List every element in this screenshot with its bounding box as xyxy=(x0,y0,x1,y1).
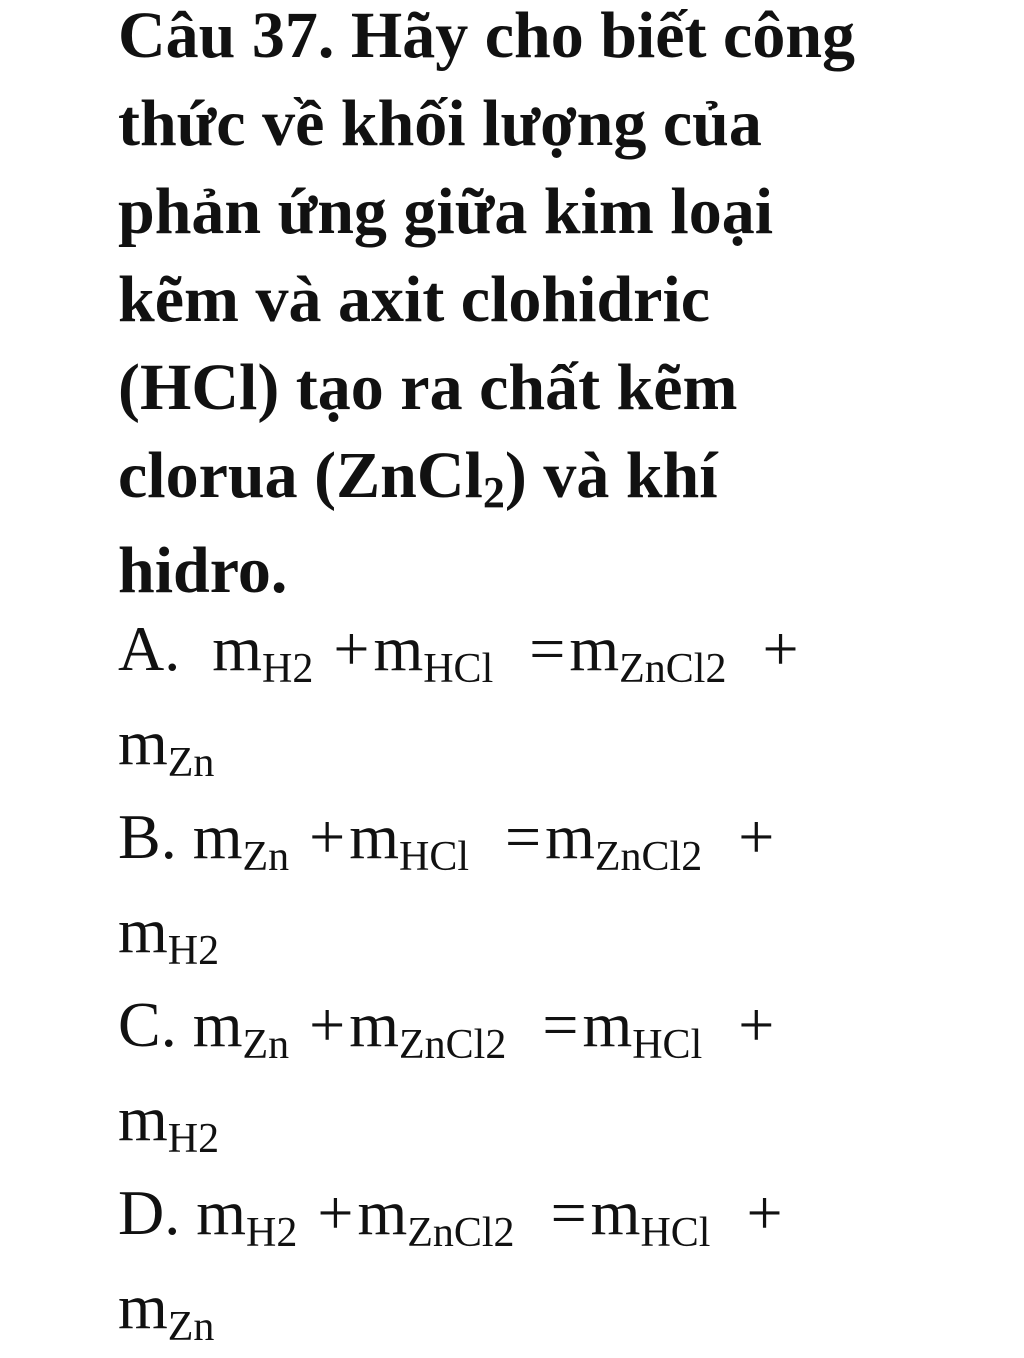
option-d-term-3: HCl xyxy=(640,1210,711,1256)
option-a-equals: = xyxy=(529,613,566,684)
question-line-7: hidro. xyxy=(118,534,288,607)
option-b-plus-2: + xyxy=(738,801,775,872)
question-line-1: Câu 37. Hãy cho biết công xyxy=(118,0,856,72)
option-a-m3: m xyxy=(569,613,620,684)
question-line-6-post: ) và khí xyxy=(504,439,718,512)
option-a-m2: m xyxy=(373,613,424,684)
option-a-term-3: ZnCl2 xyxy=(619,646,727,692)
option-a-label: A. xyxy=(118,613,181,684)
option-d-plus-2: + xyxy=(746,1177,783,1248)
option-d-row-2 xyxy=(118,1264,998,1358)
question-line-6 xyxy=(118,432,998,527)
option-a-m4: m xyxy=(118,707,168,778)
question-line-5: (HCl) tạo ra chất kẽm xyxy=(118,351,738,424)
option-a[interactable] xyxy=(118,606,998,794)
option-d-m3: m xyxy=(590,1177,641,1248)
option-c-term-3: HCl xyxy=(632,1022,703,1068)
option-d-plus-1: + xyxy=(317,1177,354,1248)
option-a-m1: m xyxy=(212,613,262,684)
option-c-m4: m xyxy=(118,1083,168,1154)
question-line-2: thức về khối lượng của xyxy=(118,87,762,160)
question-line-3: phản ứng giữa kim loại xyxy=(118,175,774,248)
option-a-term-2: HCl xyxy=(423,646,494,692)
option-c-term-2: ZnCl2 xyxy=(399,1022,507,1068)
question-line-6-subscript: 2 xyxy=(482,468,505,517)
option-d-label: D. xyxy=(118,1177,181,1248)
option-b-m2: m xyxy=(349,801,399,872)
option-d-m4: m xyxy=(118,1271,168,1342)
option-d-term-4: Zn xyxy=(167,1304,215,1350)
option-a-term-4: Zn xyxy=(167,740,215,786)
option-b-label: B. xyxy=(118,801,177,872)
option-c-m1: m xyxy=(192,989,243,1060)
option-c-label: C. xyxy=(118,989,177,1060)
answer-options xyxy=(118,606,998,1358)
option-c-m3: m xyxy=(582,989,633,1060)
option-b-plus-1: + xyxy=(309,801,346,872)
option-b-row-1 xyxy=(118,794,998,888)
option-b-term-1: Zn xyxy=(242,834,290,880)
option-c-plus-2: + xyxy=(738,989,775,1060)
option-b[interactable] xyxy=(118,794,998,982)
option-a-row-1 xyxy=(118,606,998,700)
option-a-plus-1: + xyxy=(333,613,370,684)
question-line-6-pre: clorua (ZnCl xyxy=(118,439,483,512)
option-d[interactable] xyxy=(118,1170,998,1358)
option-a-plus-2: + xyxy=(762,613,799,684)
option-a-term-1: H2 xyxy=(262,646,314,692)
option-b-m1: m xyxy=(192,801,243,872)
option-c[interactable] xyxy=(118,982,998,1170)
option-d-term-2: ZnCl2 xyxy=(407,1210,515,1256)
option-d-term-1: H2 xyxy=(246,1210,298,1256)
option-c-row-1 xyxy=(118,982,998,1076)
option-b-term-4: H2 xyxy=(167,928,220,974)
option-c-equals: = xyxy=(542,989,579,1060)
option-d-m2: m xyxy=(357,1177,408,1248)
question-line-4: kẽm và axit clohidric xyxy=(118,263,711,336)
option-c-term-1: Zn xyxy=(242,1022,290,1068)
option-b-m4: m xyxy=(118,895,168,966)
option-b-term-2: HCl xyxy=(399,834,470,880)
option-c-row-2 xyxy=(118,1076,998,1170)
option-c-plus-1: + xyxy=(309,989,346,1060)
option-d-row-1 xyxy=(118,1170,998,1264)
option-a-row-2 xyxy=(118,700,998,794)
question-text xyxy=(118,0,998,615)
option-c-term-4: H2 xyxy=(167,1116,220,1162)
option-c-m2: m xyxy=(349,989,399,1060)
option-d-equals: = xyxy=(550,1177,587,1248)
option-d-m1: m xyxy=(196,1177,246,1248)
option-b-equals: = xyxy=(505,801,542,872)
option-b-m3: m xyxy=(545,801,595,872)
option-b-term-3: ZnCl2 xyxy=(594,834,703,880)
option-b-row-2 xyxy=(118,888,998,982)
